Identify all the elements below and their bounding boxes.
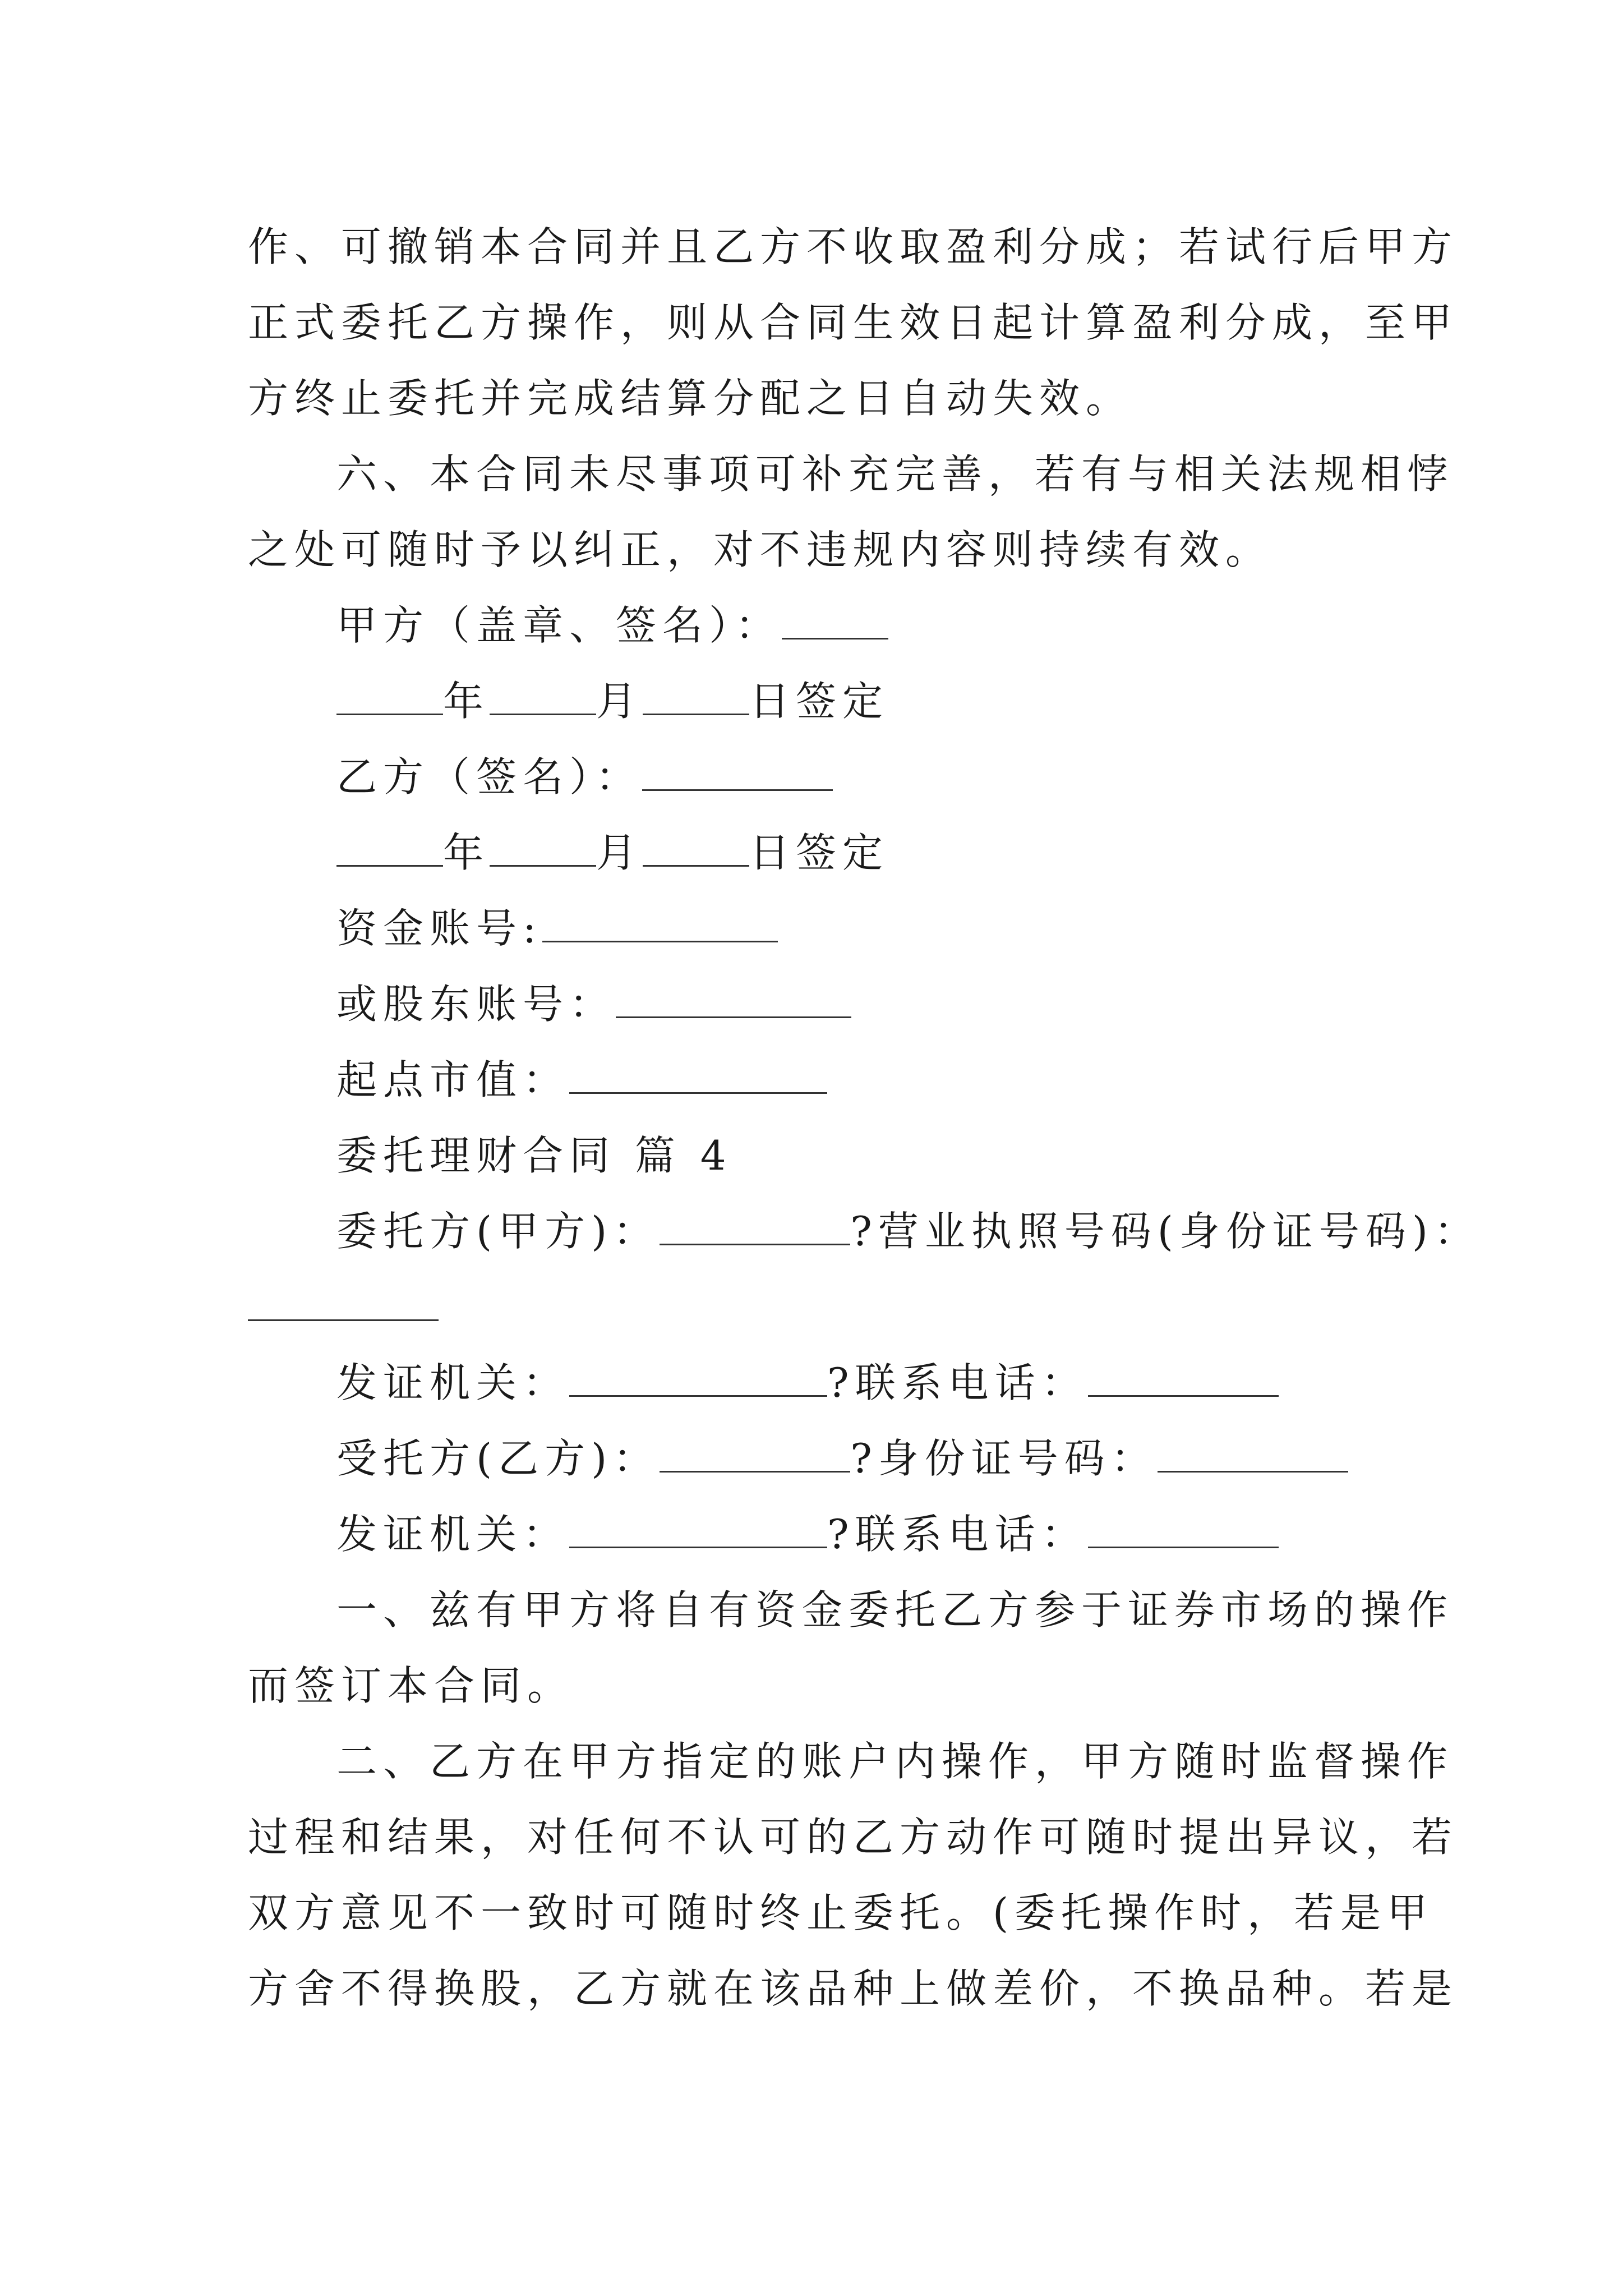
day-blank <box>643 826 749 867</box>
phone-label: ?联系电话： <box>827 1359 1088 1406</box>
month-label: 月 <box>596 678 643 725</box>
phone-blank <box>1088 1507 1279 1548</box>
party-b-blank <box>642 750 833 791</box>
day-signed-label: 日签定 <box>749 829 889 876</box>
phone-blank <box>1088 1356 1279 1397</box>
clause-line: 而签订本合同。 <box>248 1662 574 1709</box>
party-b-date-line <box>336 825 889 881</box>
paragraph-line: 正式委托乙方操作，则从合同生效日起计算盈利分成，至甲 <box>248 299 1459 346</box>
shareholder-account-label: 或股东账号： <box>336 981 616 1028</box>
principal-line <box>336 1203 1481 1259</box>
party-a-date-line <box>336 673 889 729</box>
month-blank <box>490 826 596 867</box>
issuer-label: 发证机关： <box>336 1359 570 1406</box>
issuer-blank <box>569 1507 827 1548</box>
year-blank <box>336 826 443 867</box>
clause-line: 二、乙方在甲方指定的账户内操作，甲方随时监督操作 <box>336 1738 1454 1785</box>
party-b-signature-line <box>336 749 833 805</box>
id-label: ?身份证号码： <box>850 1435 1158 1482</box>
paragraph-line: 方终止委托并完成结算分配之日自动失效。 <box>248 375 1133 422</box>
fund-account-line <box>336 900 778 956</box>
party-a-label: 甲方（盖章、签名）： <box>336 602 782 649</box>
day-blank <box>643 674 749 715</box>
fund-account-label: 资金账号: <box>336 905 543 952</box>
clause-line: 一、兹有甲方将自有资金委托乙方参于证券市场的操作 <box>336 1586 1454 1634</box>
month-blank <box>490 674 596 715</box>
shareholder-account-blank <box>616 977 851 1018</box>
id-blank <box>1158 1432 1348 1473</box>
party-a-signature-line <box>336 597 888 654</box>
paragraph-line: 作、可撤销本合同并且乙方不收取盈利分成；若试行后甲方 <box>248 223 1459 270</box>
agent-blank <box>660 1432 850 1473</box>
clause-line: 过程和结果，对任何不认可的乙方动作可随时提出异议，若 <box>248 1814 1459 1861</box>
agent-issuer-line <box>336 1506 1279 1562</box>
license-continuation-line <box>248 1279 439 1335</box>
phone-label: ?联系电话： <box>827 1511 1088 1558</box>
paragraph-line: 六、本合同未尽事项可补充完善，若有与相关法规相悖 <box>336 450 1454 498</box>
fund-account-blank <box>542 901 778 942</box>
year-label: 年 <box>443 829 490 876</box>
shareholder-account-line <box>336 976 851 1032</box>
principal-issuer-line <box>336 1355 1279 1411</box>
start-value-label: 起点市值： <box>336 1056 570 1103</box>
issuer-label: 发证机关： <box>336 1511 570 1558</box>
principal-label: 委托方(甲方)： <box>336 1208 660 1255</box>
year-label: 年 <box>443 678 490 725</box>
issuer-blank <box>569 1356 827 1397</box>
agent-label: 受托方(乙方)： <box>336 1435 660 1482</box>
section-title: 委托理财合同 篇 4 <box>336 1132 732 1179</box>
month-label: 月 <box>596 829 643 876</box>
license-label: ?营业执照号码(身份证号码)： <box>850 1208 1481 1255</box>
party-a-blank <box>782 599 888 639</box>
start-value-blank <box>569 1053 827 1094</box>
day-signed-label: 日签定 <box>749 678 889 725</box>
clause-line: 方舍不得换股，乙方就在该品种上做差价，不换品种。若是 <box>248 1965 1459 2012</box>
party-b-label: 乙方（签名）： <box>336 753 643 800</box>
agent-line <box>336 1430 1348 1487</box>
clause-line: 双方意见不一致时可随时终止委托。(委托操作时，若是甲 <box>248 1889 1434 1936</box>
license-blank <box>248 1280 439 1321</box>
year-blank <box>336 674 443 715</box>
principal-blank <box>660 1204 850 1245</box>
start-value-line <box>336 1052 827 1108</box>
paragraph-line: 之处可随时予以纠正，对不违规内容则持续有效。 <box>248 526 1272 573</box>
